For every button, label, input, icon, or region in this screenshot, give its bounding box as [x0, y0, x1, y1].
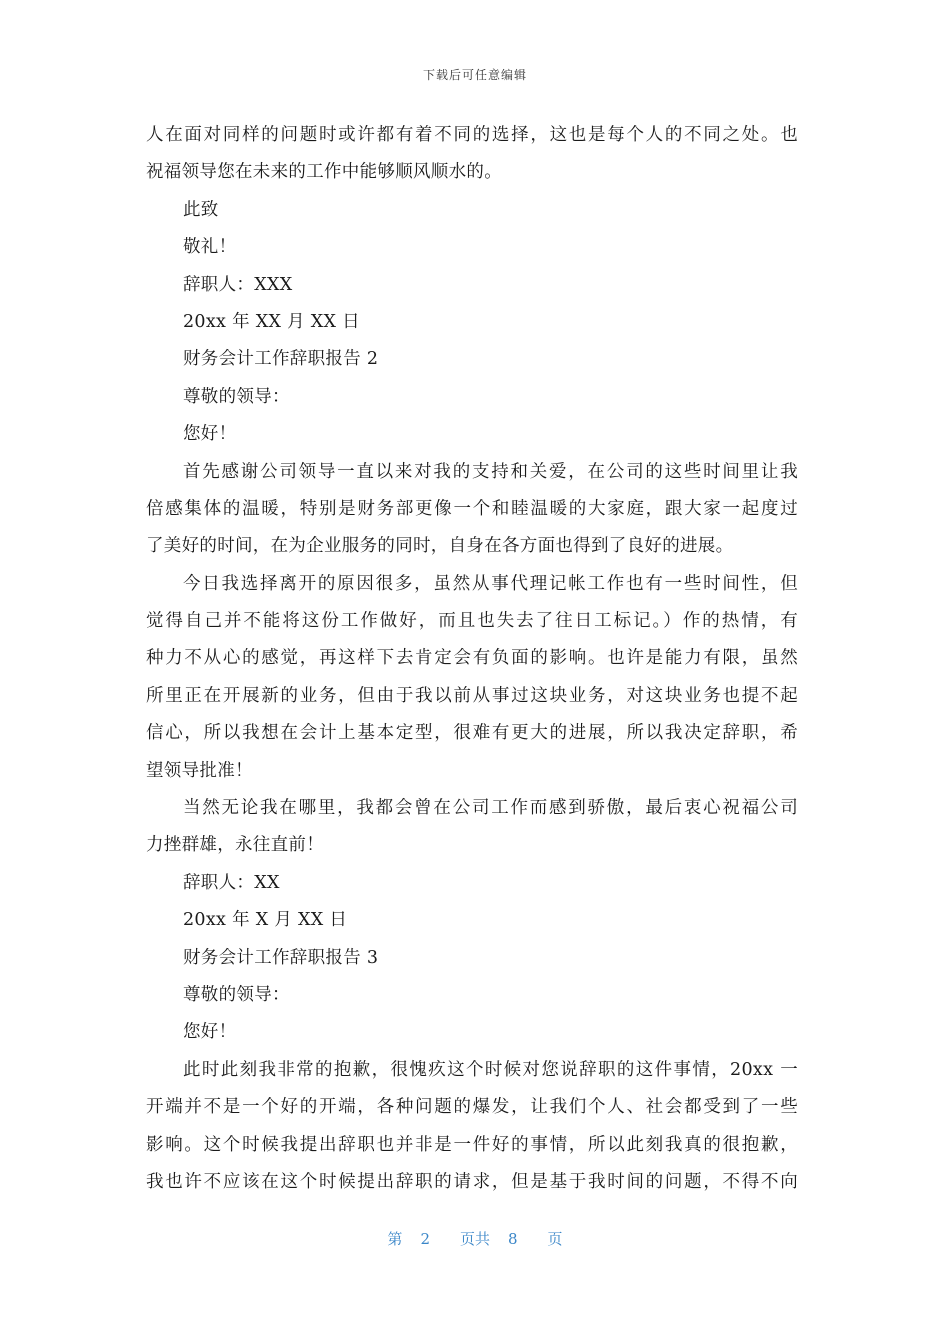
text-line: 了美好的时间，在为企业服务的同时，自身在各方面也得到了良好的进展。 [146, 536, 734, 557]
text-line: 敬礼！ [183, 237, 237, 258]
text-line: 当然无论我在哪里，我都会曾在公司工作而感到骄傲，最后衷心祝福公司 [183, 798, 798, 819]
text-line: 辞职人：XXX [183, 274, 293, 295]
text-line: 觉得自己并不能将这份工作做好，而且也失去了往日工标记。）作的热情，有 [146, 611, 798, 632]
text-line: 信心，所以我想在会计上基本定型，很难有更大的进展，所以我决定辞职，希 [146, 723, 798, 744]
footer-page-mid: 页共 [459, 1230, 490, 1248]
text-line: 望领导批准！ [146, 760, 253, 781]
text-line: 我也许不应该在这个时候提出辞职的请求，但是基于我时间的问题，不得不向 [146, 1171, 798, 1192]
text-line: 20xx 年 X 月 XX 日 [183, 910, 348, 931]
footer-page-prefix: 第 [387, 1230, 403, 1248]
page-footer [0, 1228, 950, 1249]
text-line: 力挫群雄，永往直前！ [146, 835, 324, 856]
footer-total-pages: 8 [508, 1230, 518, 1248]
text-line: 辞职人：XX [183, 872, 280, 893]
text-line: 您好！ [183, 424, 237, 445]
text-line: 影响。这个时候我提出辞职也并非是一件好的事情，所以此刻我真的很抱歉， [146, 1134, 798, 1155]
text-line: 今日我选择离开的原因很多，虽然从事代理记帐工作也有一些时间性，但 [183, 573, 798, 594]
text-line: 种力不从心的感觉，再这样下去肯定会有负面的影响。也许是能力有限，虽然 [146, 648, 798, 669]
text-line: 此致 [183, 199, 219, 220]
text-line: 人在面对同样的问题时或许都有着不同的选择，这也是每个人的不同之处。也 [146, 125, 798, 145]
footer-current-page: 2 [420, 1230, 430, 1248]
text-line: 20xx 年 XX 月 XX 日 [183, 311, 360, 332]
text-line: 财务会计工作辞职报告 3 [183, 947, 379, 968]
footer-page-suffix: 页 [547, 1230, 563, 1248]
text-line: 首先感谢公司领导一直以来对我的支持和关爱，在公司的这些时间里让我 [183, 461, 798, 482]
text-line: 财务会计工作辞职报告 2 [183, 349, 379, 370]
text-line: 所里正在开展新的业务，但由于我以前从事过这块业务，对这块业务也提不起 [146, 685, 798, 706]
text-line: 您好！ [183, 1022, 237, 1043]
text-line: 开端并不是一个好的开端，各种问题的爆发，让我们个人、社会都受到了一些 [146, 1097, 798, 1118]
text-line: 倍感集体的温暖，特别是财务部更像一个和睦温暖的大家庭，跟大家一起度过 [146, 498, 798, 519]
page-header: 下载后可任意编辑 [422, 68, 527, 82]
text-line: 尊敬的领导： [183, 386, 290, 407]
text-line: 此时此刻我非常的抱歉，很愧疚这个时候对您说辞职的这件事情，20xx 一 [183, 1059, 798, 1080]
text-line: 尊敬的领导： [183, 984, 290, 1005]
document-body [146, 117, 798, 1201]
text-line: 祝福领导您在未来的工作中能够顺风顺水的。 [146, 162, 502, 183]
